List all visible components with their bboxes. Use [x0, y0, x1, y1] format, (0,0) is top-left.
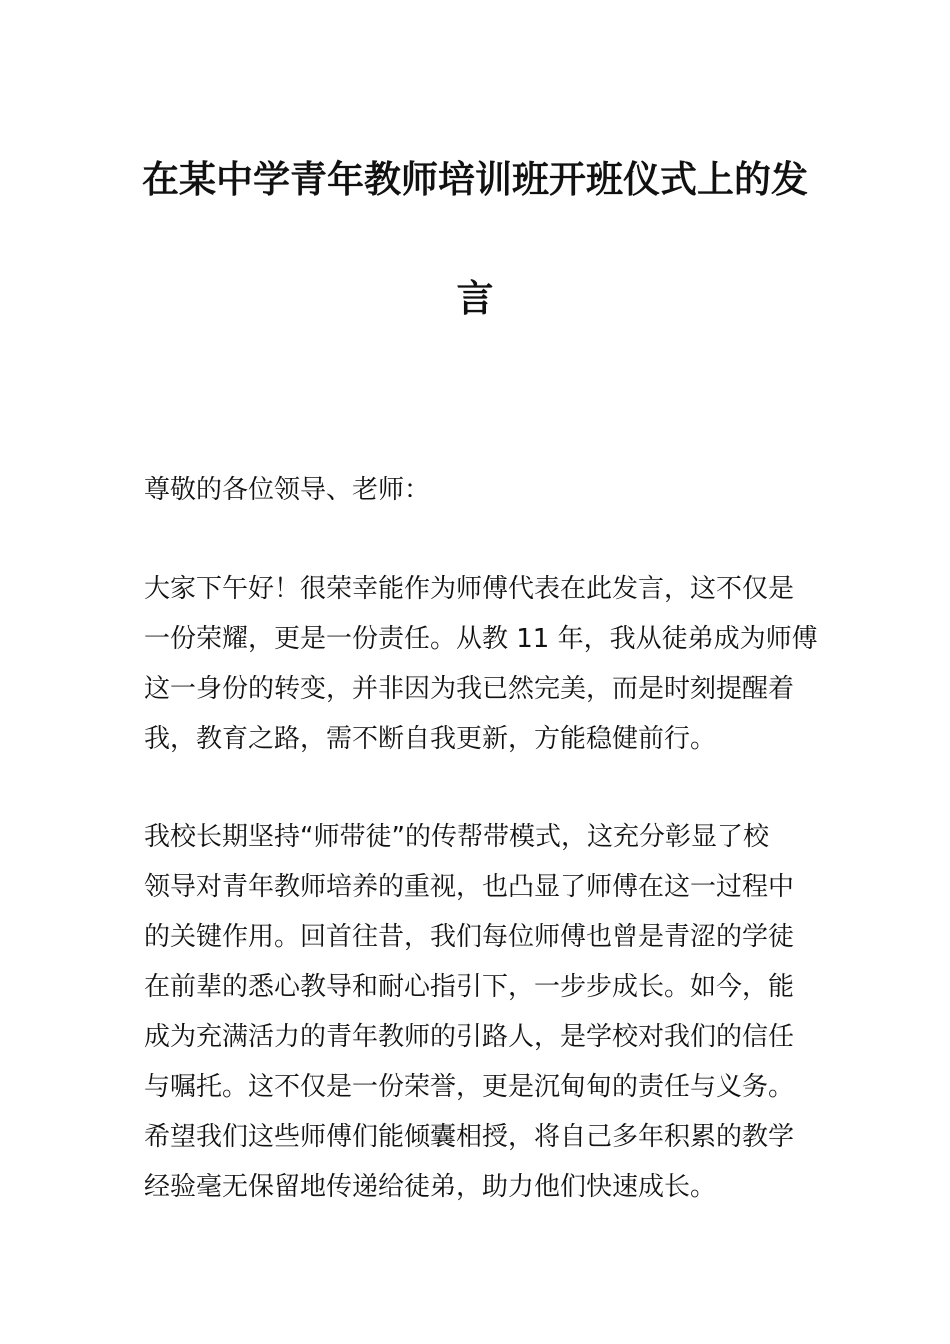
- paragraph-line: 领导对青年教师培养的重视，也凸显了师傅在这一过程中: [144, 872, 795, 902]
- paragraph-line: 的关键作用。回首往昔，我们每位师傅也曾是青涩的学徒: [144, 922, 795, 952]
- paragraph-line: 与嘱托。这不仅是一份荣誉，更是沉甸甸的责任与义务。: [144, 1072, 795, 1102]
- paragraph-line: 大家下午好！很荣幸能作为师傅代表在此发言，这不仅是: [144, 574, 795, 604]
- paragraph-line: 我校长期坚持“师带徒”的传帮带模式，这充分彰显了校: [144, 822, 769, 852]
- document-title-line-1: 在某中学青年教师培训班开班仪式上的发: [142, 158, 808, 201]
- paragraph-2: [144, 819, 814, 1219]
- paragraph-line: 这一身份的转变，并非因为我已然完美，而是时刻提醒着: [144, 674, 795, 704]
- paragraph-line: 希望我们这些师傅们能倾囊相授，将自己多年积累的教学: [144, 1122, 795, 1152]
- paragraph-line: 成为充满活力的青年教师的引路人，是学校对我们的信任: [144, 1022, 795, 1052]
- paragraph-line: 在前辈的悉心教导和耐心指引下，一步步成长。如今，能: [144, 972, 795, 1002]
- paragraph-line: 经验毫无保留地传递给徒弟，助力他们快速成长。: [144, 1172, 717, 1202]
- paragraph-line: 我，教育之路，需不断自我更新，方能稳健前行。: [144, 724, 717, 754]
- document-title-line-2: 言: [456, 277, 494, 320]
- salutation: 尊敬的各位领导、老师：: [144, 475, 431, 505]
- paragraph-line: 一份荣耀，更是一份责任。从教 11 年，我从徒弟成为师傅: [144, 624, 818, 654]
- paragraph-1: [144, 571, 818, 771]
